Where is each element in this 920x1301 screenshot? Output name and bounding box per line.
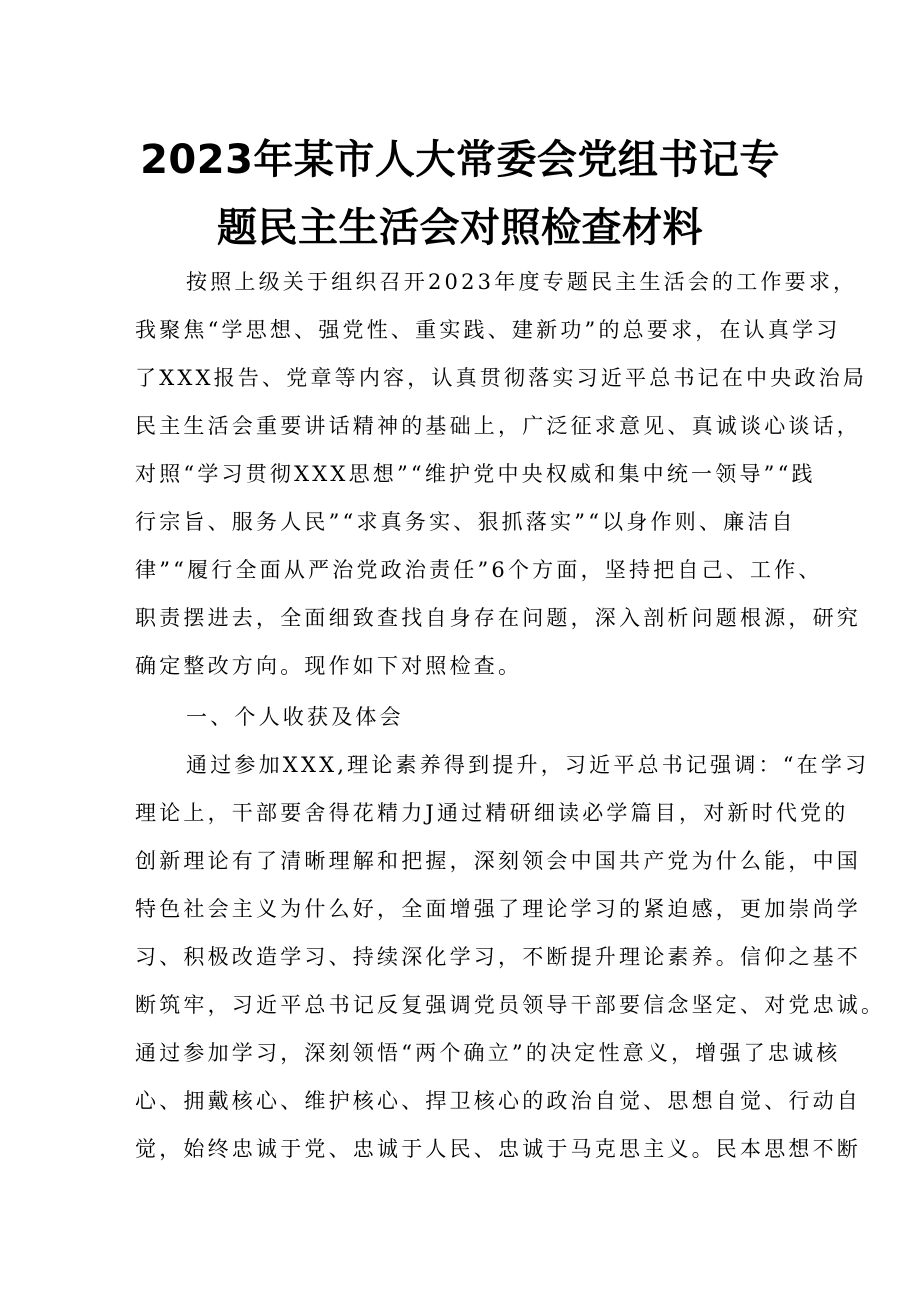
body-line: 特色社会主义为什么好，全面增强了理论学习的紧迫感，更加崇尚学 — [135, 897, 861, 921]
body-line: 律”“履行全面从严治党政治责任”6个方面，坚持把自己、工作、 — [135, 558, 823, 582]
body-line: 了XXX报告、党章等内容，认真贯彻落实习近平总书记在中央政治局 — [135, 366, 868, 390]
body-line: 通过参加XXX,理论素养得到提升，习近平总书记强调：“在学习 — [186, 753, 870, 777]
body-line: 断筑牢，习近平总书记反复强调党员领导干部要信念坚定、对党忠诚。 — [135, 993, 886, 1017]
body-line: 创新理论有了清晰理解和把握，深刻领会中国共产党为什么能，中国 — [135, 849, 861, 873]
document-title-line-2: 题民主生活会对照检查材料 — [217, 205, 703, 251]
body-line: 确定整改方向。现作如下对照检查。 — [135, 654, 523, 678]
body-line: 习、积极改造学习、持续深化学习，不断提升理论素养。信仰之基不 — [135, 945, 861, 969]
body-line: 通过参加学习，深刻领悟“两个确立”的决定性意义，增强了忠诚核 — [135, 1041, 841, 1065]
body-line: 觉，始终忠诚于党、忠诚于人民、忠诚于马克思主义。民本思想不断 — [135, 1137, 861, 1161]
body-line: 职责摆进去，全面细致查找自身存在问题，深入剖析问题根源，研究 — [135, 606, 861, 630]
body-line: 按照上级关于组织召开2023年度专题民主生活会的工作要求， — [186, 270, 858, 294]
body-line: 理论上，干部要舍得花精力J通过精研细读必学篇目，对新时代党的 — [135, 801, 849, 825]
section-heading: 一、个人收获及体会 — [186, 705, 404, 729]
body-line: 行宗旨、服务人民”“求真务实、狠抓落实”“以身作则、廉洁自 — [135, 510, 796, 534]
body-line: 心、拥戴核心、维护核心、捍卫核心的政治自觉、思想自觉、行动自 — [135, 1089, 861, 1113]
body-line: 对照“学习贯彻XXX思想”“维护党中央权威和集中统一领导”“践 — [135, 462, 816, 486]
body-line: 民主生活会重要讲话精神的基础上，广泛征求意见、真诚谈心谈话， — [135, 414, 861, 438]
body-line: 我聚焦“学思想、强党性、重实践、建新功”的总要求，在认真学习 — [135, 318, 841, 342]
document-title-line-1: 2023年某市人大常委会党组书记专 — [140, 137, 780, 183]
